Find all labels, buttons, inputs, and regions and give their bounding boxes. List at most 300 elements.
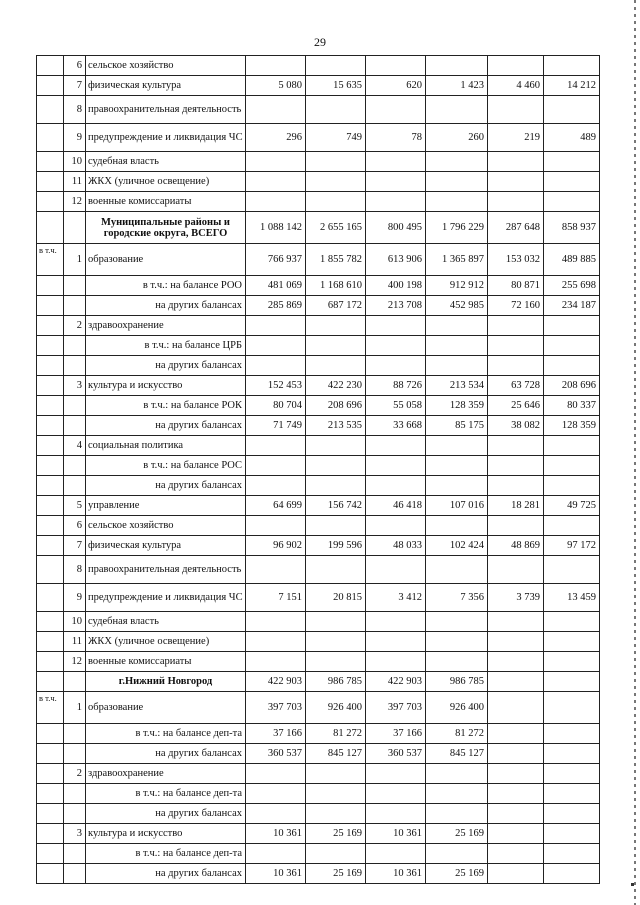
- row-number-cell: 6: [64, 516, 86, 536]
- row-number-cell: 6: [64, 56, 86, 76]
- row-label-cell: на других балансах: [86, 744, 246, 764]
- row-label-cell: на других балансах: [86, 476, 246, 496]
- value-cell: [366, 844, 426, 864]
- value-cell: [488, 844, 544, 864]
- row-number-cell: 7: [64, 536, 86, 556]
- value-cell: 20 815: [306, 584, 366, 612]
- value-cell: 15 635: [306, 76, 366, 96]
- value-cell: [488, 724, 544, 744]
- value-cell: [544, 456, 600, 476]
- value-cell: [306, 436, 366, 456]
- value-cell: 620: [366, 76, 426, 96]
- value-cell: [426, 456, 488, 476]
- value-cell: [426, 516, 488, 536]
- row-number-cell: 12: [64, 652, 86, 672]
- table-row: [37, 804, 600, 824]
- value-cell: [366, 804, 426, 824]
- value-cell: [366, 316, 426, 336]
- row-number-cell: 9: [64, 584, 86, 612]
- subgroup-cell: [37, 376, 64, 396]
- table-row: [37, 496, 600, 516]
- subgroup-cell: [37, 824, 64, 844]
- value-cell: 360 537: [246, 744, 306, 764]
- value-cell: 55 058: [366, 396, 426, 416]
- value-cell: 489 885: [544, 244, 600, 276]
- row-label-cell: сельское хозяйство: [86, 516, 246, 536]
- row-label-cell: физическая культура: [86, 76, 246, 96]
- value-cell: 986 785: [306, 672, 366, 692]
- value-cell: 845 127: [306, 744, 366, 764]
- row-number-cell: 3: [64, 376, 86, 396]
- subgroup-cell: [37, 784, 64, 804]
- value-cell: [306, 336, 366, 356]
- table-row: [37, 192, 600, 212]
- table-row: [37, 584, 600, 612]
- value-cell: 25 169: [306, 824, 366, 844]
- value-cell: [426, 152, 488, 172]
- subgroup-cell: [37, 744, 64, 764]
- value-cell: 88 726: [366, 376, 426, 396]
- row-number-cell: 4: [64, 436, 86, 456]
- value-cell: [488, 784, 544, 804]
- table-row: [37, 516, 600, 536]
- table-row: [37, 172, 600, 192]
- table-row: [37, 76, 600, 96]
- row-number-cell: 9: [64, 124, 86, 152]
- value-cell: [488, 672, 544, 692]
- value-cell: [544, 556, 600, 584]
- row-label-cell: культура и искусство: [86, 376, 246, 396]
- table-row: [37, 416, 600, 436]
- value-cell: [426, 192, 488, 212]
- value-cell: [544, 476, 600, 496]
- subgroup-cell: [37, 496, 64, 516]
- value-cell: 2 655 165: [306, 212, 366, 244]
- subgroup-cell: [37, 844, 64, 864]
- value-cell: 1 168 610: [306, 276, 366, 296]
- value-cell: [306, 476, 366, 496]
- row-label-cell: образование: [86, 692, 246, 724]
- value-cell: 422 903: [366, 672, 426, 692]
- value-cell: [544, 692, 600, 724]
- row-label-cell: здравоохранение: [86, 764, 246, 784]
- subgroup-cell: [37, 152, 64, 172]
- value-cell: 489: [544, 124, 600, 152]
- value-cell: [246, 96, 306, 124]
- value-cell: [246, 336, 306, 356]
- subgroup-cell: [37, 172, 64, 192]
- value-cell: [366, 436, 426, 456]
- value-cell: 3 739: [488, 584, 544, 612]
- subgroup-cell: [37, 556, 64, 584]
- value-cell: [426, 784, 488, 804]
- row-label-cell: предупреждение и ликвидация ЧС: [86, 584, 246, 612]
- value-cell: [426, 632, 488, 652]
- value-cell: 4 460: [488, 76, 544, 96]
- row-number-cell: [64, 212, 86, 244]
- table-row: [37, 476, 600, 496]
- row-number-cell: [64, 844, 86, 864]
- value-cell: 255 698: [544, 276, 600, 296]
- value-cell: [488, 56, 544, 76]
- table-row: [37, 672, 600, 692]
- value-cell: [366, 612, 426, 632]
- value-cell: [246, 804, 306, 824]
- value-cell: [488, 172, 544, 192]
- row-number-cell: [64, 456, 86, 476]
- value-cell: 613 906: [366, 244, 426, 276]
- row-label-cell: физическая культура: [86, 536, 246, 556]
- value-cell: [488, 692, 544, 724]
- value-cell: [426, 172, 488, 192]
- row-number-cell: [64, 276, 86, 296]
- value-cell: [366, 172, 426, 192]
- value-cell: [488, 612, 544, 632]
- row-number-cell: 10: [64, 152, 86, 172]
- table-row: [37, 336, 600, 356]
- value-cell: [246, 612, 306, 632]
- value-cell: [366, 516, 426, 536]
- value-cell: 102 424: [426, 536, 488, 556]
- subgroup-cell: [37, 456, 64, 476]
- value-cell: [544, 804, 600, 824]
- row-label-cell: военные комиссариаты: [86, 652, 246, 672]
- row-number-cell: [64, 356, 86, 376]
- row-number-cell: [64, 396, 86, 416]
- value-cell: [544, 612, 600, 632]
- value-cell: [544, 356, 600, 376]
- subgroup-cell: [37, 672, 64, 692]
- value-cell: [488, 632, 544, 652]
- value-cell: [366, 56, 426, 76]
- value-cell: [366, 764, 426, 784]
- budget-table: [36, 55, 600, 884]
- subgroup-cell: [37, 96, 64, 124]
- value-cell: [544, 56, 600, 76]
- value-cell: [246, 764, 306, 784]
- value-cell: 38 082: [488, 416, 544, 436]
- value-cell: [544, 784, 600, 804]
- value-cell: [246, 192, 306, 212]
- table-row: [37, 824, 600, 844]
- value-cell: [488, 476, 544, 496]
- value-cell: 858 937: [544, 212, 600, 244]
- subgroup-cell: [37, 356, 64, 376]
- subgroup-cell: [37, 76, 64, 96]
- value-cell: [306, 652, 366, 672]
- table-row: [37, 456, 600, 476]
- value-cell: [488, 192, 544, 212]
- table-row: [37, 652, 600, 672]
- value-cell: [246, 476, 306, 496]
- value-cell: [306, 456, 366, 476]
- value-cell: [544, 672, 600, 692]
- value-cell: 25 169: [426, 864, 488, 884]
- value-cell: [366, 784, 426, 804]
- value-cell: 48 869: [488, 536, 544, 556]
- table-row: [37, 124, 600, 152]
- row-label-cell: в т.ч.: на балансе ЦРБ: [86, 336, 246, 356]
- subgroup-cell: [37, 436, 64, 456]
- value-cell: 80 337: [544, 396, 600, 416]
- value-cell: [544, 172, 600, 192]
- value-cell: [246, 516, 306, 536]
- value-cell: 80 704: [246, 396, 306, 416]
- subgroup-cell: [37, 632, 64, 652]
- value-cell: [246, 172, 306, 192]
- value-cell: 234 187: [544, 296, 600, 316]
- value-cell: [426, 844, 488, 864]
- value-cell: [306, 192, 366, 212]
- value-cell: 397 703: [246, 692, 306, 724]
- value-cell: 97 172: [544, 536, 600, 556]
- value-cell: 37 166: [246, 724, 306, 744]
- subgroup-cell: [37, 396, 64, 416]
- value-cell: 213 534: [426, 376, 488, 396]
- row-number-cell: [64, 724, 86, 744]
- value-cell: [366, 476, 426, 496]
- value-cell: [488, 96, 544, 124]
- subgroup-cell: [37, 612, 64, 632]
- value-cell: 25 646: [488, 396, 544, 416]
- row-number-cell: [64, 672, 86, 692]
- table-row: [37, 96, 600, 124]
- scan-edge-border: [634, 0, 636, 905]
- value-cell: 285 869: [246, 296, 306, 316]
- value-cell: [306, 784, 366, 804]
- value-cell: [246, 632, 306, 652]
- value-cell: [488, 824, 544, 844]
- value-cell: [246, 356, 306, 376]
- row-number-cell: 5: [64, 496, 86, 516]
- value-cell: 10 361: [246, 864, 306, 884]
- value-cell: [366, 652, 426, 672]
- value-cell: 48 033: [366, 536, 426, 556]
- value-cell: 37 166: [366, 724, 426, 744]
- value-cell: 80 871: [488, 276, 544, 296]
- row-label-cell: культура и искусство: [86, 824, 246, 844]
- row-number-cell: [64, 784, 86, 804]
- value-cell: [306, 764, 366, 784]
- value-cell: [306, 844, 366, 864]
- value-cell: 1 088 142: [246, 212, 306, 244]
- value-cell: [306, 516, 366, 536]
- value-cell: [544, 152, 600, 172]
- value-cell: 18 281: [488, 496, 544, 516]
- value-cell: 199 596: [306, 536, 366, 556]
- value-cell: 926 400: [426, 692, 488, 724]
- table-row: [37, 212, 600, 244]
- value-cell: [544, 516, 600, 536]
- value-cell: [306, 356, 366, 376]
- table-row: [37, 56, 600, 76]
- value-cell: [544, 192, 600, 212]
- value-cell: 800 495: [366, 212, 426, 244]
- value-cell: [246, 456, 306, 476]
- value-cell: 1 796 229: [426, 212, 488, 244]
- row-label-cell: в т.ч.: на балансе деп-та: [86, 724, 246, 744]
- row-label-cell: военные комиссариаты: [86, 192, 246, 212]
- row-label-cell: правоохранительная деятельность: [86, 96, 246, 124]
- row-number-cell: [64, 336, 86, 356]
- value-cell: 845 127: [426, 744, 488, 764]
- value-cell: 63 728: [488, 376, 544, 396]
- table-row: [37, 864, 600, 884]
- subgroup-cell: [37, 516, 64, 536]
- value-cell: 46 418: [366, 496, 426, 516]
- row-number-cell: 8: [64, 556, 86, 584]
- value-cell: [426, 96, 488, 124]
- row-label-cell: г.Нижний Новгород: [86, 672, 246, 692]
- page-number: 29: [314, 35, 326, 49]
- value-cell: 986 785: [426, 672, 488, 692]
- value-cell: [306, 316, 366, 336]
- row-label-cell: в т.ч.: на балансе РОО: [86, 276, 246, 296]
- value-cell: [306, 152, 366, 172]
- subgroup-cell: [37, 864, 64, 884]
- value-cell: [426, 336, 488, 356]
- value-cell: [426, 804, 488, 824]
- value-cell: 3 412: [366, 584, 426, 612]
- row-number-cell: 11: [64, 632, 86, 652]
- table-row: [37, 632, 600, 652]
- row-label-cell: управление: [86, 496, 246, 516]
- table-row: [37, 296, 600, 316]
- row-label-cell: ЖКХ (уличное освещение): [86, 172, 246, 192]
- value-cell: 72 160: [488, 296, 544, 316]
- row-label-cell: судебная власть: [86, 152, 246, 172]
- value-cell: 260: [426, 124, 488, 152]
- value-cell: [246, 436, 306, 456]
- value-cell: [544, 336, 600, 356]
- subgroup-cell: [37, 804, 64, 824]
- value-cell: [544, 844, 600, 864]
- subgroup-cell: [37, 476, 64, 496]
- value-cell: 208 696: [544, 376, 600, 396]
- subgroup-cell: [37, 724, 64, 744]
- value-cell: 397 703: [366, 692, 426, 724]
- value-cell: [366, 356, 426, 376]
- value-cell: [488, 456, 544, 476]
- value-cell: 926 400: [306, 692, 366, 724]
- value-cell: [306, 804, 366, 824]
- value-cell: 687 172: [306, 296, 366, 316]
- value-cell: [488, 744, 544, 764]
- table-row: [37, 316, 600, 336]
- value-cell: [426, 436, 488, 456]
- row-label-cell: в т.ч.: на балансе РОК: [86, 396, 246, 416]
- value-cell: 213 708: [366, 296, 426, 316]
- value-cell: [544, 724, 600, 744]
- value-cell: 49 725: [544, 496, 600, 516]
- value-cell: [544, 436, 600, 456]
- value-cell: [488, 652, 544, 672]
- row-number-cell: 7: [64, 76, 86, 96]
- value-cell: [426, 56, 488, 76]
- row-number-cell: 3: [64, 824, 86, 844]
- value-cell: [544, 632, 600, 652]
- row-label-cell: Муниципальные районы и городские округа, ВСЕГО: [86, 212, 246, 244]
- value-cell: [426, 316, 488, 336]
- value-cell: [246, 652, 306, 672]
- value-cell: [488, 864, 544, 884]
- value-cell: [426, 764, 488, 784]
- value-cell: 1 855 782: [306, 244, 366, 276]
- value-cell: 33 668: [366, 416, 426, 436]
- table-row: [37, 536, 600, 556]
- value-cell: 400 198: [366, 276, 426, 296]
- value-cell: [246, 316, 306, 336]
- value-cell: [488, 556, 544, 584]
- scan-edge-mark: [631, 883, 634, 886]
- value-cell: [246, 56, 306, 76]
- value-cell: [488, 436, 544, 456]
- value-cell: [306, 172, 366, 192]
- value-cell: [544, 764, 600, 784]
- subgroup-cell: [37, 124, 64, 152]
- table-row: [37, 744, 600, 764]
- table-row: [37, 436, 600, 456]
- value-cell: [488, 316, 544, 336]
- value-cell: [488, 152, 544, 172]
- value-cell: [246, 152, 306, 172]
- row-label-cell: социальная политика: [86, 436, 246, 456]
- value-cell: [544, 864, 600, 884]
- subgroup-cell: [37, 336, 64, 356]
- row-number-cell: [64, 864, 86, 884]
- table-row: [37, 152, 600, 172]
- value-cell: [306, 612, 366, 632]
- value-cell: [488, 804, 544, 824]
- row-label-cell: в т.ч.: на балансе деп-та: [86, 784, 246, 804]
- value-cell: 25 169: [426, 824, 488, 844]
- row-label-cell: ЖКХ (уличное освещение): [86, 632, 246, 652]
- value-cell: 219: [488, 124, 544, 152]
- value-cell: [366, 96, 426, 124]
- value-cell: 296: [246, 124, 306, 152]
- value-cell: 13 459: [544, 584, 600, 612]
- value-cell: 208 696: [306, 396, 366, 416]
- value-cell: [544, 652, 600, 672]
- subgroup-cell: [37, 416, 64, 436]
- value-cell: [246, 556, 306, 584]
- row-label-cell: судебная власть: [86, 612, 246, 632]
- value-cell: 360 537: [366, 744, 426, 764]
- value-cell: 1 423: [426, 76, 488, 96]
- table-row: [37, 556, 600, 584]
- value-cell: 96 902: [246, 536, 306, 556]
- value-cell: 7 356: [426, 584, 488, 612]
- value-cell: [306, 96, 366, 124]
- row-label-cell: на других балансах: [86, 296, 246, 316]
- value-cell: 213 535: [306, 416, 366, 436]
- table-row: [37, 784, 600, 804]
- value-cell: [544, 824, 600, 844]
- row-label-cell: в т.ч.: на балансе деп-та: [86, 844, 246, 864]
- value-cell: 85 175: [426, 416, 488, 436]
- row-label-cell: на других балансах: [86, 804, 246, 824]
- table-row: [37, 692, 600, 724]
- subgroup-cell: [37, 584, 64, 612]
- row-label-cell: в т.ч.: на балансе РОС: [86, 456, 246, 476]
- value-cell: [488, 764, 544, 784]
- table-row: [37, 724, 600, 744]
- row-label-cell: на других балансах: [86, 416, 246, 436]
- value-cell: 481 069: [246, 276, 306, 296]
- row-number-cell: [64, 804, 86, 824]
- value-cell: 128 359: [544, 416, 600, 436]
- subgroup-cell: в т.ч.: [37, 244, 64, 276]
